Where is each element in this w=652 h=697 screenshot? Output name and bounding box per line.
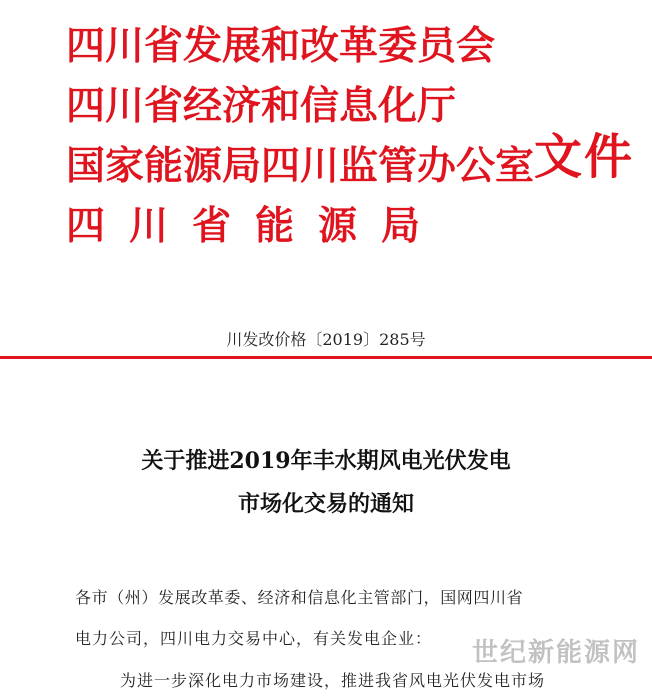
- document-title-line: 关于推进2019年丰水期风电光伏发电: [141, 448, 511, 474]
- document-number: 川发改价格〔2019〕285号: [226, 330, 426, 349]
- document-title-line: 市场化交易的通知: [237, 491, 414, 517]
- body-text-line: 各市（州）发展改革委、经济和信息化主管部门，国网四川省: [75, 588, 524, 607]
- red-divider: [0, 356, 652, 359]
- issuer-name: 国家能源局四川监管办公室: [66, 144, 535, 189]
- issuer-list: [66, 22, 535, 262]
- issuer-name: 四川省发展和改革委员会: [66, 24, 496, 69]
- issuer-name: 四川省经济和信息化厅: [66, 84, 457, 129]
- issuer-name: 四川省能源局: [66, 204, 445, 249]
- body-text-line: 电力公司，四川电力交易中心，有关发电企业：: [75, 629, 433, 648]
- site-watermark: 世纪新能源网: [471, 638, 640, 668]
- body-text-line: 为进一步深化电力市场建设，推进我省风电光伏发电市场: [120, 671, 546, 690]
- document-type-label: 文件: [534, 129, 635, 185]
